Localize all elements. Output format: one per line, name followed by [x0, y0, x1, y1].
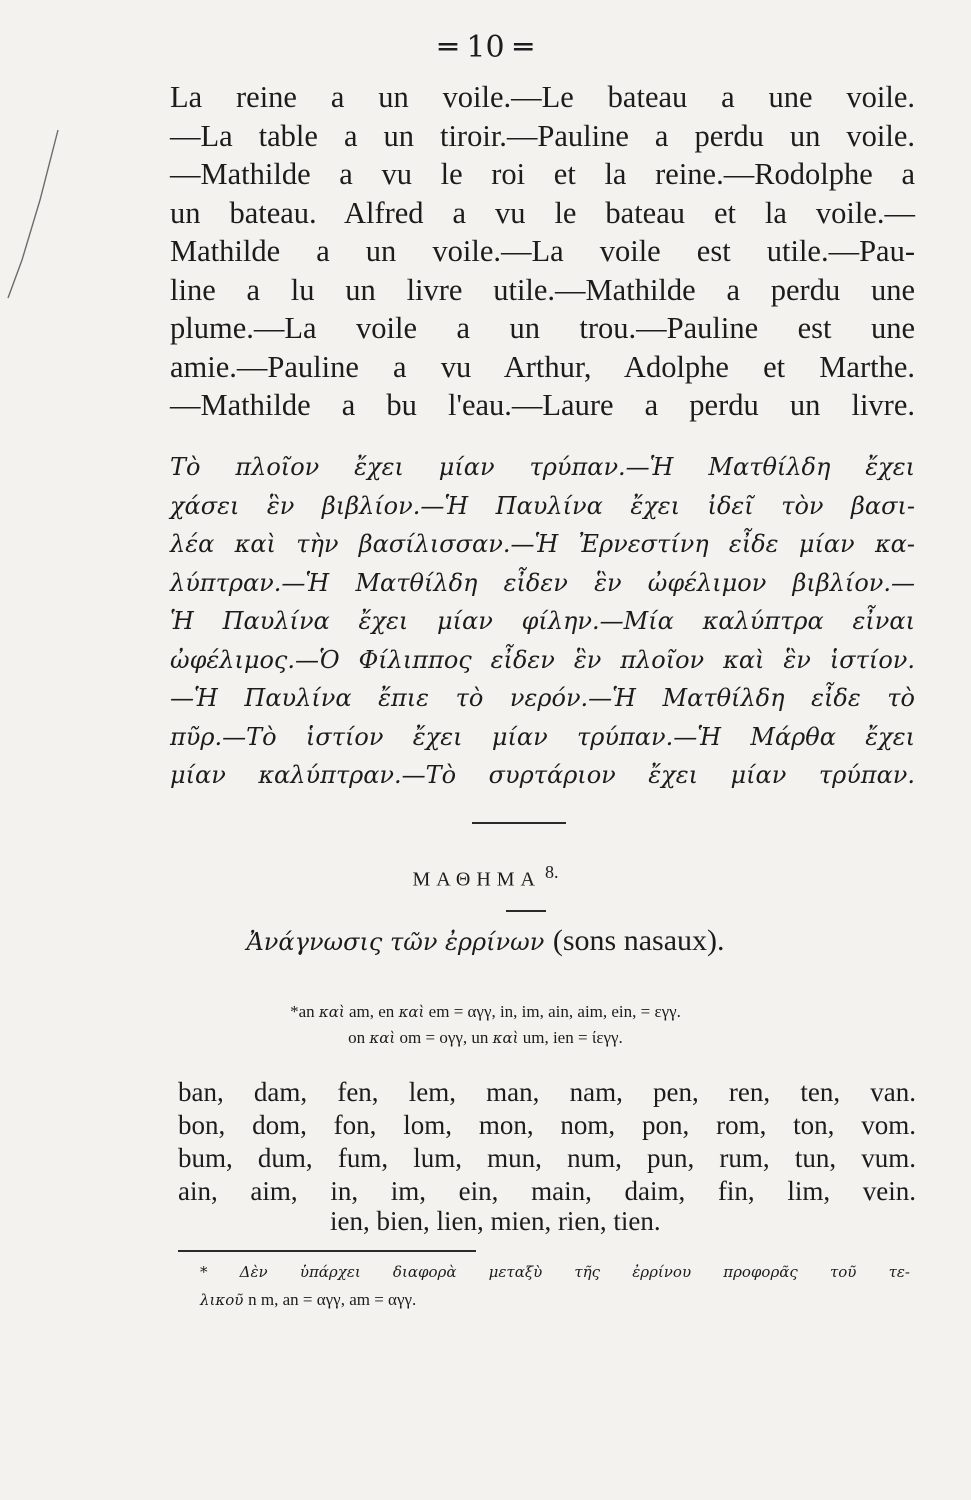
pronunciation-note-line	[0, 1000, 971, 1024]
text-line: λέα καὶ τὴν βασίλισσαν.—Ἡ Ἐρνεστίνη εἶδε μίαν κα-	[170, 530, 915, 558]
text-line: λύπτραν.—Ἡ Ματθίλδη εἶδεν ἓν ὠφέλιμον βιβλίον.—	[170, 568, 915, 597]
note-text: on	[348, 1028, 366, 1047]
syllable-row: bum, dum, fum, lum, mun, num, pun, rum, tun, vum.	[178, 1143, 916, 1173]
text-line: ὠφέλιμος.—Ὁ Φίλιππος εἶδεν ἓν πλοῖον καὶ ἓν ἱστίον.	[170, 645, 915, 674]
footnote-rule	[178, 1250, 476, 1252]
text-line: —Mathilde a vu le roi et la reine.—Rodolphe a	[170, 157, 915, 191]
greek-paragraph	[170, 448, 915, 795]
note-text: em = αγγ, in, im, ain, aim, ein, = εγγ.	[428, 1002, 681, 1021]
lesson-number: 8.	[545, 862, 559, 882]
lesson-title: ΜΑΘΗΜΑ	[412, 868, 542, 891]
french-paragraph	[170, 78, 915, 425]
text-line: Mathilde a un voile.—La voile est utile.—Pau-	[170, 234, 915, 268]
note-text: *an	[290, 1002, 315, 1021]
text-line: —Mathilde a bu l'eau.—Laure a perdu un livre.	[170, 388, 915, 422]
footnote-text: * Δὲν ὑπάρχει διαφορὰ μεταξὺ τῆς ἐρρίνου προφορᾶς τοῦ τε-	[200, 1263, 910, 1281]
text-line: —Ἡ Παυλίνα ἔπιε τὸ νερόν.—Ἡ Ματθίλδη εἶδε τὸ	[170, 684, 915, 712]
text-line: πῦρ.—Τὸ ἱστίον ἔχει μίαν τρύπαν.—Ἡ Μάρθα ἔχει	[170, 722, 915, 751]
syllable-list	[178, 1076, 916, 1208]
text-line: μίαν καλύπτραν.—Τὸ συρτάριον ἔχει μίαν τρύπαν.	[170, 761, 915, 789]
note-greek: καὶ	[398, 1003, 425, 1021]
note-greek: καὶ	[318, 1003, 345, 1021]
section-divider	[472, 822, 566, 824]
text-line: plume.—La voile a un trou.—Pauline est une	[170, 311, 915, 345]
note-greek: καὶ	[369, 1029, 396, 1047]
footnote-text: n m, an = αγγ, am = αγγ.	[248, 1290, 417, 1309]
text-line: Τὸ πλοῖον ἔχει μίαν τρύπαν.—Ἡ Ματθίλδη ἔχει	[170, 453, 915, 481]
text-line: La reine a un voile.—Le bateau a une voile.	[170, 80, 915, 114]
text-line: un bateau. Alfred a vu le bateau et la voile.—	[170, 195, 915, 230]
text-line: amie.—Pauline a vu Arthur, Adolphe et Marthe.	[170, 349, 915, 384]
note-text: um, ien = ίεγγ.	[522, 1028, 623, 1047]
syllable-row: ien, bien, lien, mien, rien, tien.	[330, 1206, 661, 1236]
syllable-row: ban, dam, fen, lem, man, nam, pen, ren, ten, van.	[178, 1077, 916, 1107]
syllable-row: ain, aim, in, im, ein, main, daim, fin, lim, vein.	[178, 1176, 916, 1206]
heading-underline	[506, 910, 546, 912]
footnote-greek: λικοῦ	[200, 1291, 244, 1309]
text-line: Ἡ Παυλίνα ἔχει μίαν φίλην.—Μία καλύπτρα εἶναι	[170, 607, 915, 635]
note-greek: καὶ	[492, 1029, 519, 1047]
page-number: ═ 10 ═	[438, 30, 533, 65]
note-text: om = ογγ, un	[399, 1028, 489, 1047]
syllable-row: bon, dom, fon, lom, mon, nom, pon, rom, ton, vom.	[178, 1110, 916, 1140]
text-line: —La table a un tiroir.—Pauline a perdu un voile.	[170, 118, 915, 153]
note-text: am, en	[348, 1002, 395, 1021]
text-line: line a lu un livre utile.—Mathilde a perdu une	[170, 272, 915, 307]
subtitle-french: (sons nasaux).	[552, 924, 725, 957]
subtitle-greek: Ἀνάγνωσις τῶν ἐρρίνων	[246, 928, 545, 956]
footnote-line	[200, 1286, 910, 1314]
footnote	[200, 1258, 910, 1314]
text-line: χάσει ἓν βιβλίον.—Ἡ Παυλίνα ἔχει ἰδεῖ τὸν βασι-	[170, 491, 915, 520]
margin-pencil-mark	[0, 120, 60, 300]
footnote-line	[200, 1258, 910, 1286]
lesson-heading	[0, 862, 971, 892]
pronunciation-note-line	[0, 1026, 971, 1050]
lesson-subtitle	[0, 924, 971, 958]
